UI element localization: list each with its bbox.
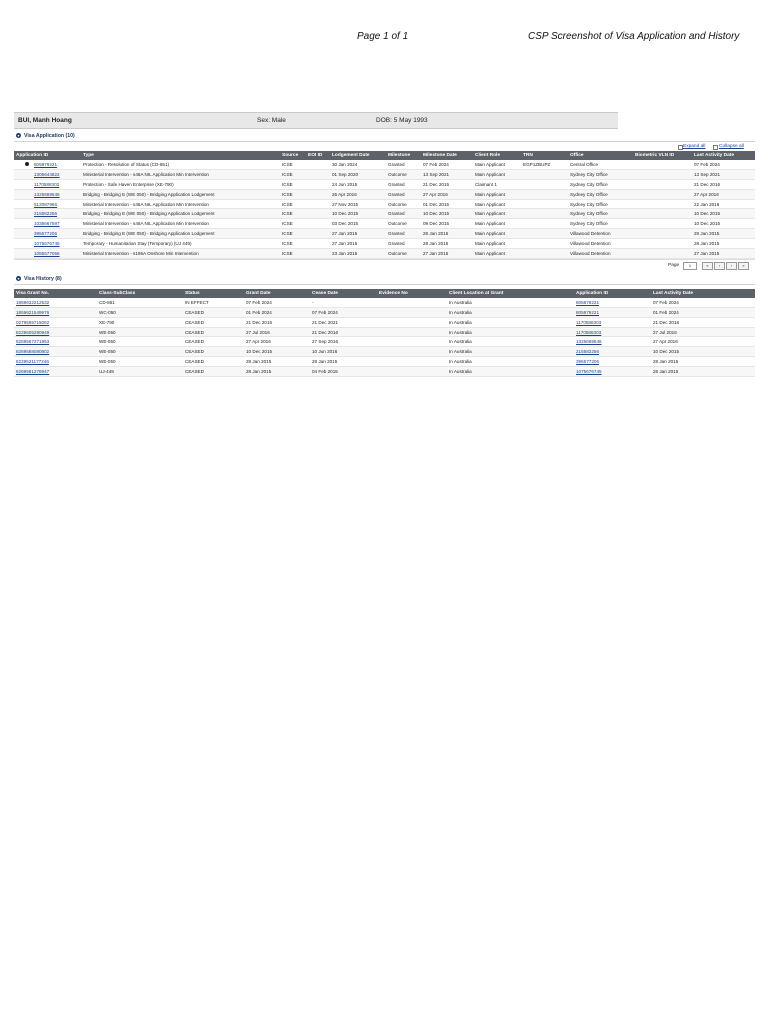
client-role-cell: Main Applicant xyxy=(473,169,521,179)
biometric-vln-id-cell xyxy=(633,169,692,179)
cease-date-cell: 28 Jan 2015 xyxy=(310,357,377,367)
application-id-cell[interactable]: 805879221 xyxy=(574,298,651,307)
class-subclass-header: Class-SubClass xyxy=(97,289,183,298)
trn-cell xyxy=(521,179,568,189)
biometric-vln-id-cell xyxy=(633,209,692,219)
eoi-id-cell xyxy=(306,229,330,239)
csp-sheet xyxy=(14,112,755,377)
application-id-cell[interactable]: 1085577056 xyxy=(14,249,81,259)
eoi-id-cell xyxy=(306,179,330,189)
cease-date-cell: 04 Feb 2015 xyxy=(310,367,377,377)
table-row xyxy=(14,317,755,327)
type-cell: Bridging - Bridging E (WE 050) - Bridging Application Lodgement xyxy=(81,189,280,199)
document-title: CSP Screenshot of Visa Application and History xyxy=(528,31,740,42)
source-cell: ICSE xyxy=(280,209,306,219)
client-role-cell: Main Applicant xyxy=(473,219,521,229)
source-cell: ICSE xyxy=(280,219,306,229)
milestone-date-cell: 27 Jan 2015 xyxy=(421,249,473,259)
visa-grant-no-cell[interactable]: 8269581278947 xyxy=(14,367,97,377)
visa-grant-no-cell[interactable]: 8229605290949 xyxy=(14,327,97,337)
office-cell: Villawood Detention xyxy=(568,239,633,249)
page-header xyxy=(0,31,768,47)
evidence-no-cell xyxy=(377,317,447,327)
office-cell: Central Office xyxy=(568,160,633,169)
visa-grant-no-cell[interactable]: 1859621549976 xyxy=(14,307,97,317)
type-cell: Ministerial Intervention - s46A NIL Application Min Intervention xyxy=(81,169,280,179)
milestone-cell: Granted xyxy=(386,209,421,219)
last-activity-date-cell: 10 Dec 2015 xyxy=(692,219,755,229)
milestone-date-cell: 07 Feb 2024 xyxy=(421,160,473,169)
application-id-cell[interactable]: 1325669546 xyxy=(14,189,81,199)
visa-application-title: Visa Application (10) xyxy=(24,133,75,139)
client-location-cell: In Australia xyxy=(447,347,574,357)
class-subclass-cell: WC-050 xyxy=(97,307,183,317)
biometric-vln-id-cell xyxy=(633,239,692,249)
grant-date-header: Grant Date xyxy=(244,289,310,298)
visa-grant-no-cell[interactable]: 8269568080802 xyxy=(14,347,97,357)
office-cell: Sydney City Office xyxy=(568,169,633,179)
collapse-toggle-icon[interactable]: ▾ xyxy=(17,275,20,281)
trn-cell xyxy=(521,229,568,239)
grant-date-cell: 27 Jul 2016 xyxy=(244,327,310,337)
visa-history-header[interactable] xyxy=(14,274,755,285)
evidence-no-cell xyxy=(377,327,447,337)
evidence-no-cell xyxy=(377,367,447,377)
biometric-vln-id-cell xyxy=(633,229,692,239)
biometric-vln-id-cell xyxy=(633,160,692,169)
type-cell: Ministerial Intervention - s46A NIL Application Min Intervention xyxy=(81,219,280,229)
biometric-vln-id-cell xyxy=(633,219,692,229)
source-cell: ICSE xyxy=(280,229,306,239)
prev-page-button[interactable]: ‹ xyxy=(714,262,725,270)
milestone-header: Milestone xyxy=(386,151,421,160)
lodgement-date-cell: 03 Dec 2015 xyxy=(330,219,386,229)
evidence-no-header: Evidence No xyxy=(377,289,447,298)
client-location-cell: In Australia xyxy=(447,317,574,327)
status-cell: CEASED xyxy=(183,337,244,347)
status-cell: CEASED xyxy=(183,357,244,367)
class-subclass-cell: XE-790 xyxy=(97,317,183,327)
milestone-date-cell: 10 Dec 2015 xyxy=(421,209,473,219)
class-subclass-cell: WE-050 xyxy=(97,347,183,357)
status-header: Status xyxy=(183,289,244,298)
milestone-cell: Granted xyxy=(386,160,421,169)
visa-grant-no-header: Visa Grant No. xyxy=(14,289,97,298)
client-location-cell: In Australia xyxy=(447,357,574,367)
grant-date-cell: 27 Apr 2016 xyxy=(244,337,310,347)
lodgement-date-cell: 27 Jan 2015 xyxy=(330,239,386,249)
cease-date-cell: 07 Feb 2024 xyxy=(310,307,377,317)
last-activity-date-cell: 21 Dec 2016 xyxy=(692,179,755,189)
collapse-all-link[interactable]: Collapse all xyxy=(719,144,744,149)
lodgement-date-cell: 27 Jan 2015 xyxy=(330,229,386,239)
application-id-text[interactable]: 805879221 xyxy=(34,161,57,167)
lodgement-date-cell: 01 Sep 2020 xyxy=(330,169,386,179)
pager xyxy=(14,259,755,271)
table-row xyxy=(14,298,755,307)
cease-date-header: Cease Date xyxy=(310,289,377,298)
grant-date-cell: 28 Jan 2015 xyxy=(244,357,310,367)
lodgement-date-cell: 23 Jan 2015 xyxy=(330,249,386,259)
milestone-cell: Granted xyxy=(386,229,421,239)
office-cell: Sydney City Office xyxy=(568,209,633,219)
application-id-cell[interactable]: 215582256 xyxy=(14,209,81,219)
client-role-cell: Main Applicant xyxy=(473,189,521,199)
milestone-cell: Granted xyxy=(386,239,421,249)
milestone-date-cell: 13 Sep 2021 xyxy=(421,169,473,179)
collapse-toggle-icon[interactable]: ▾ xyxy=(17,133,20,138)
trn-cell xyxy=(521,199,568,209)
application-id-header: Application ID xyxy=(574,289,651,298)
visa-history-table xyxy=(14,289,755,377)
lodgement-date-cell: 26 Apr 2016 xyxy=(330,189,386,199)
table-row xyxy=(14,199,755,209)
milestone-date-cell: 21 Dec 2015 xyxy=(421,179,473,189)
eoi-id-header: EOI ID xyxy=(306,151,330,160)
client-dob: DOB: 5 May 1993 xyxy=(376,117,428,124)
client-role-cell: Main Applicant xyxy=(473,160,521,169)
class-subclass-cell: WE-050 xyxy=(97,337,183,347)
application-id-cell[interactable]: 1325669546 xyxy=(574,337,651,347)
table-row xyxy=(14,169,755,179)
lodgement-date-cell: 10 Dec 2015 xyxy=(330,209,386,219)
table-row xyxy=(14,307,755,317)
client-role-cell: Main Applicant xyxy=(473,199,521,209)
evidence-no-cell xyxy=(377,357,447,367)
visa-application-table xyxy=(14,151,755,259)
grant-date-cell: 01 Feb 2024 xyxy=(244,307,310,317)
last-activity-date-cell: 27 Apr 2016 xyxy=(692,189,755,199)
status-cell: CEASED xyxy=(183,307,244,317)
client-location-cell: In Australia xyxy=(447,307,574,317)
application-id-cell[interactable]: 395577206 xyxy=(14,229,81,239)
eoi-id-cell xyxy=(306,219,330,229)
biometric-vln-id-cell xyxy=(633,179,692,189)
table-row xyxy=(14,160,755,169)
table-row xyxy=(14,327,755,337)
visa-grant-no-cell[interactable]: 0279565715062 xyxy=(14,317,97,327)
evidence-no-cell xyxy=(377,298,447,307)
eoi-id-cell xyxy=(306,169,330,179)
type-cell: Ministerial Intervention - s46A NIL Application Min Intervention xyxy=(81,199,280,209)
office-cell: Villawood Detention xyxy=(568,249,633,259)
visa-grant-no-cell[interactable]: 1859632212532 xyxy=(14,298,97,307)
client-name: BUI, Manh Hoang xyxy=(18,117,72,124)
cease-date-cell: 10 Jun 2016 xyxy=(310,347,377,357)
page-select[interactable]: 1 xyxy=(683,262,697,270)
milestone-cell: Outcome xyxy=(386,199,421,209)
source-cell: ICSE xyxy=(280,239,306,249)
lodgement-date-cell: 30 Jan 2024 xyxy=(330,160,386,169)
milestone-date-cell: 28 Jan 2015 xyxy=(421,239,473,249)
table-row xyxy=(14,367,755,377)
next-page-button[interactable]: › xyxy=(726,262,737,270)
trn-cell xyxy=(521,169,568,179)
milestone-cell: Outcome xyxy=(386,169,421,179)
milestone-date-cell: 01 Dec 2015 xyxy=(421,199,473,209)
type-cell: Temporary - Humanitarian Stay (Temporary) (UJ 449) xyxy=(81,239,280,249)
table-row xyxy=(14,239,755,249)
status-cell: CEASED xyxy=(183,327,244,337)
office-cell: Sydney City Office xyxy=(568,179,633,189)
table-row xyxy=(14,179,755,189)
biometric-vln-id-cell xyxy=(633,249,692,259)
type-cell: Ministerial Intervention - s195A Onshore Min Intervention xyxy=(81,249,280,259)
table-row xyxy=(14,189,755,199)
client-location-cell: In Australia xyxy=(447,367,574,377)
client-role-cell: Claimant 1 xyxy=(473,179,521,189)
table-row xyxy=(14,337,755,347)
last-activity-date-cell: 27 Jan 2015 xyxy=(692,249,755,259)
client-sex: Sex: Male xyxy=(257,117,286,124)
last-activity-date-cell: 01 Feb 2024 xyxy=(651,307,755,317)
last-activity-date-cell: 27 Jul 2016 xyxy=(651,327,755,337)
table-row xyxy=(14,219,755,229)
client-location-cell: In Australia xyxy=(447,327,574,337)
type-cell: Bridging - Bridging E (WE 050) - Bridging Application Lodgement xyxy=(81,229,280,239)
client-role-cell: Main Applicant xyxy=(473,239,521,249)
last-activity-date-cell: 07 Feb 2024 xyxy=(692,160,755,169)
table-row xyxy=(14,249,755,259)
last-activity-date-cell: 07 Feb 2024 xyxy=(651,298,755,307)
cease-date-cell: - xyxy=(310,298,377,307)
class-subclass-cell: CD-851 xyxy=(97,298,183,307)
status-cell: CEASED xyxy=(183,367,244,377)
milestone-cell: Outcome xyxy=(386,219,421,229)
last-activity-date-cell: 28 Jan 2015 xyxy=(692,229,755,239)
first-page-button[interactable]: « xyxy=(702,262,713,270)
grant-date-cell: 10 Dec 2015 xyxy=(244,347,310,357)
visa-history-title: Visa History (8) xyxy=(24,275,62,282)
last-activity-date-header: Last Activity Date xyxy=(651,289,755,298)
last-activity-date-cell: 13 Sep 2021 xyxy=(692,169,755,179)
eoi-id-cell xyxy=(306,239,330,249)
application-id-cell[interactable] xyxy=(14,160,81,169)
source-cell: ICSE xyxy=(280,160,306,169)
type-cell: Bridging - Bridging E (WE 050) - Bridging Application Lodgement xyxy=(81,209,280,219)
trn-cell xyxy=(521,209,568,219)
cease-date-cell: 21 Dec 2016 xyxy=(310,327,377,337)
evidence-no-cell xyxy=(377,347,447,357)
trn-cell xyxy=(521,239,568,249)
last-activity-date-cell: 28 Jan 2015 xyxy=(651,357,755,367)
cease-date-cell: 27 Sep 2016 xyxy=(310,337,377,347)
office-cell: Villawood Detention xyxy=(568,229,633,239)
type-cell: Protection - Safe Haven Enterprise (XE-790) xyxy=(81,179,280,189)
client-role-cell: Main Applicant xyxy=(473,229,521,239)
pager-label: Page xyxy=(668,262,680,268)
grant-date-cell: 07 Feb 2024 xyxy=(244,298,310,307)
expand-collapse-bar xyxy=(14,142,755,151)
biometric-vln-id-cell xyxy=(633,189,692,199)
application-id-cell[interactable]: 1170588303 xyxy=(574,327,651,337)
milestone-date-cell: 27 Apr 2016 xyxy=(421,189,473,199)
last-activity-date-cell: 10 Dec 2015 xyxy=(692,209,755,219)
application-id-cell[interactable]: 395577206 xyxy=(574,357,651,367)
lodgement-date-cell: 24 Jun 2015 xyxy=(330,179,386,189)
class-subclass-cell: WE-050 xyxy=(97,357,183,367)
milestone-cell: Granted xyxy=(386,189,421,199)
milestone-date-cell: 28 Jan 2015 xyxy=(421,229,473,239)
collapse-all-icon[interactable] xyxy=(713,145,718,150)
source-cell: ICSE xyxy=(280,189,306,199)
table-row xyxy=(14,209,755,219)
client-location-cell: In Australia xyxy=(447,337,574,347)
application-id-cell[interactable]: 1305644822 xyxy=(14,169,81,179)
office-cell: Sydney City Office xyxy=(568,219,633,229)
client-role-cell: Main Applicant xyxy=(473,249,521,259)
type-cell: Protection - Resolution of Status (CD-851) xyxy=(81,160,280,169)
source-cell: ICSE xyxy=(280,249,306,259)
application-id-cell[interactable]: 215582256 xyxy=(574,347,651,357)
application-id-cell[interactable]: 1075676745 xyxy=(574,367,651,377)
status-cell: IN EFFECT xyxy=(183,298,244,307)
office-cell: Sydney City Office xyxy=(568,189,633,199)
eoi-id-cell xyxy=(306,160,330,169)
application-id-header: Application ID xyxy=(14,151,81,160)
status-cell: CEASED xyxy=(183,347,244,357)
last-activity-date-cell: 21 Dec 2016 xyxy=(651,317,755,327)
table-row xyxy=(14,229,755,239)
application-id-cell[interactable]: 1170588303 xyxy=(14,179,81,189)
lodgement-date-cell: 27 Nov 2015 xyxy=(330,199,386,209)
class-subclass-cell: UJ-449 xyxy=(97,367,183,377)
application-id-cell[interactable]: 1075676745 xyxy=(14,239,81,249)
page-number: Page 1 of 1 xyxy=(357,31,409,42)
lodgement-date-header: Lodgement Date xyxy=(330,151,386,160)
evidence-no-cell xyxy=(377,337,447,347)
alert-icon xyxy=(25,162,29,166)
status-cell: CEASED xyxy=(183,317,244,327)
source-header: Source xyxy=(280,151,306,160)
last-activity-date-cell: 28 Jan 2015 xyxy=(692,239,755,249)
visa-grant-no-cell[interactable]: 8229521177246 xyxy=(14,357,97,367)
last-page-button[interactable]: » xyxy=(738,262,749,270)
milestone-date-cell: 09 Dec 2015 xyxy=(421,219,473,229)
eoi-id-cell xyxy=(306,189,330,199)
cease-date-cell: 21 Dec 2021 xyxy=(310,317,377,327)
grant-date-cell: 28 Jan 2015 xyxy=(244,367,310,377)
last-activity-date-cell: 28 Jan 2015 xyxy=(651,367,755,377)
office-header: Office xyxy=(568,151,633,160)
application-id-cell[interactable]: 1170588303 xyxy=(574,317,651,327)
application-id-cell[interactable]: 1035667597 xyxy=(14,219,81,229)
source-cell: ICSE xyxy=(280,199,306,209)
visa-application-header-row xyxy=(14,151,755,160)
biometric-vln-id-cell xyxy=(633,199,692,209)
milestone-date-header: Milestone Date xyxy=(421,151,473,160)
trn-cell xyxy=(521,249,568,259)
last-activity-date-header: Last Activity Date xyxy=(692,151,755,160)
application-id-cell[interactable]: 512087966 xyxy=(14,199,81,209)
trn-cell: EGP1ZBUPZ xyxy=(521,160,568,169)
visa-history-section xyxy=(14,274,755,377)
eoi-id-cell xyxy=(306,249,330,259)
biometric-vln-id-header: Biometric VLN ID xyxy=(633,151,692,160)
trn-cell xyxy=(521,219,568,229)
last-activity-date-cell: 27 Apr 2016 xyxy=(651,337,755,347)
visa-history-header-row xyxy=(14,289,755,298)
client-summary-bar xyxy=(14,112,618,129)
client-role-cell: Main Applicant xyxy=(473,209,521,219)
table-row xyxy=(14,347,755,357)
last-activity-date-cell: 10 Dec 2015 xyxy=(651,347,755,357)
type-header: Type xyxy=(81,151,280,160)
eoi-id-cell xyxy=(306,199,330,209)
client-location-header: Client Location at Grant xyxy=(447,289,574,298)
trn-header: TRN xyxy=(521,151,568,160)
milestone-cell: Granted xyxy=(386,179,421,189)
office-cell: Sydney City Office xyxy=(568,199,633,209)
client-location-cell: In Australia xyxy=(447,298,574,307)
table-row xyxy=(14,357,755,367)
grant-date-cell: 21 Dec 2016 xyxy=(244,317,310,327)
source-cell: ICSE xyxy=(280,169,306,179)
visa-grant-no-cell[interactable]: 8269567271953 xyxy=(14,337,97,347)
application-id-cell[interactable]: 805879221 xyxy=(574,307,651,317)
expand-all-link[interactable]: Expand all xyxy=(683,144,706,149)
last-activity-date-cell: 22 Jan 2016 xyxy=(692,199,755,209)
trn-cell xyxy=(521,189,568,199)
milestone-cell: Outcome xyxy=(386,249,421,259)
class-subclass-cell: WE-050 xyxy=(97,327,183,337)
source-cell: ICSE xyxy=(280,179,306,189)
visa-application-header[interactable] xyxy=(14,131,755,142)
client-role-header: Client Role xyxy=(473,151,521,160)
evidence-no-cell xyxy=(377,307,447,317)
eoi-id-cell xyxy=(306,209,330,219)
